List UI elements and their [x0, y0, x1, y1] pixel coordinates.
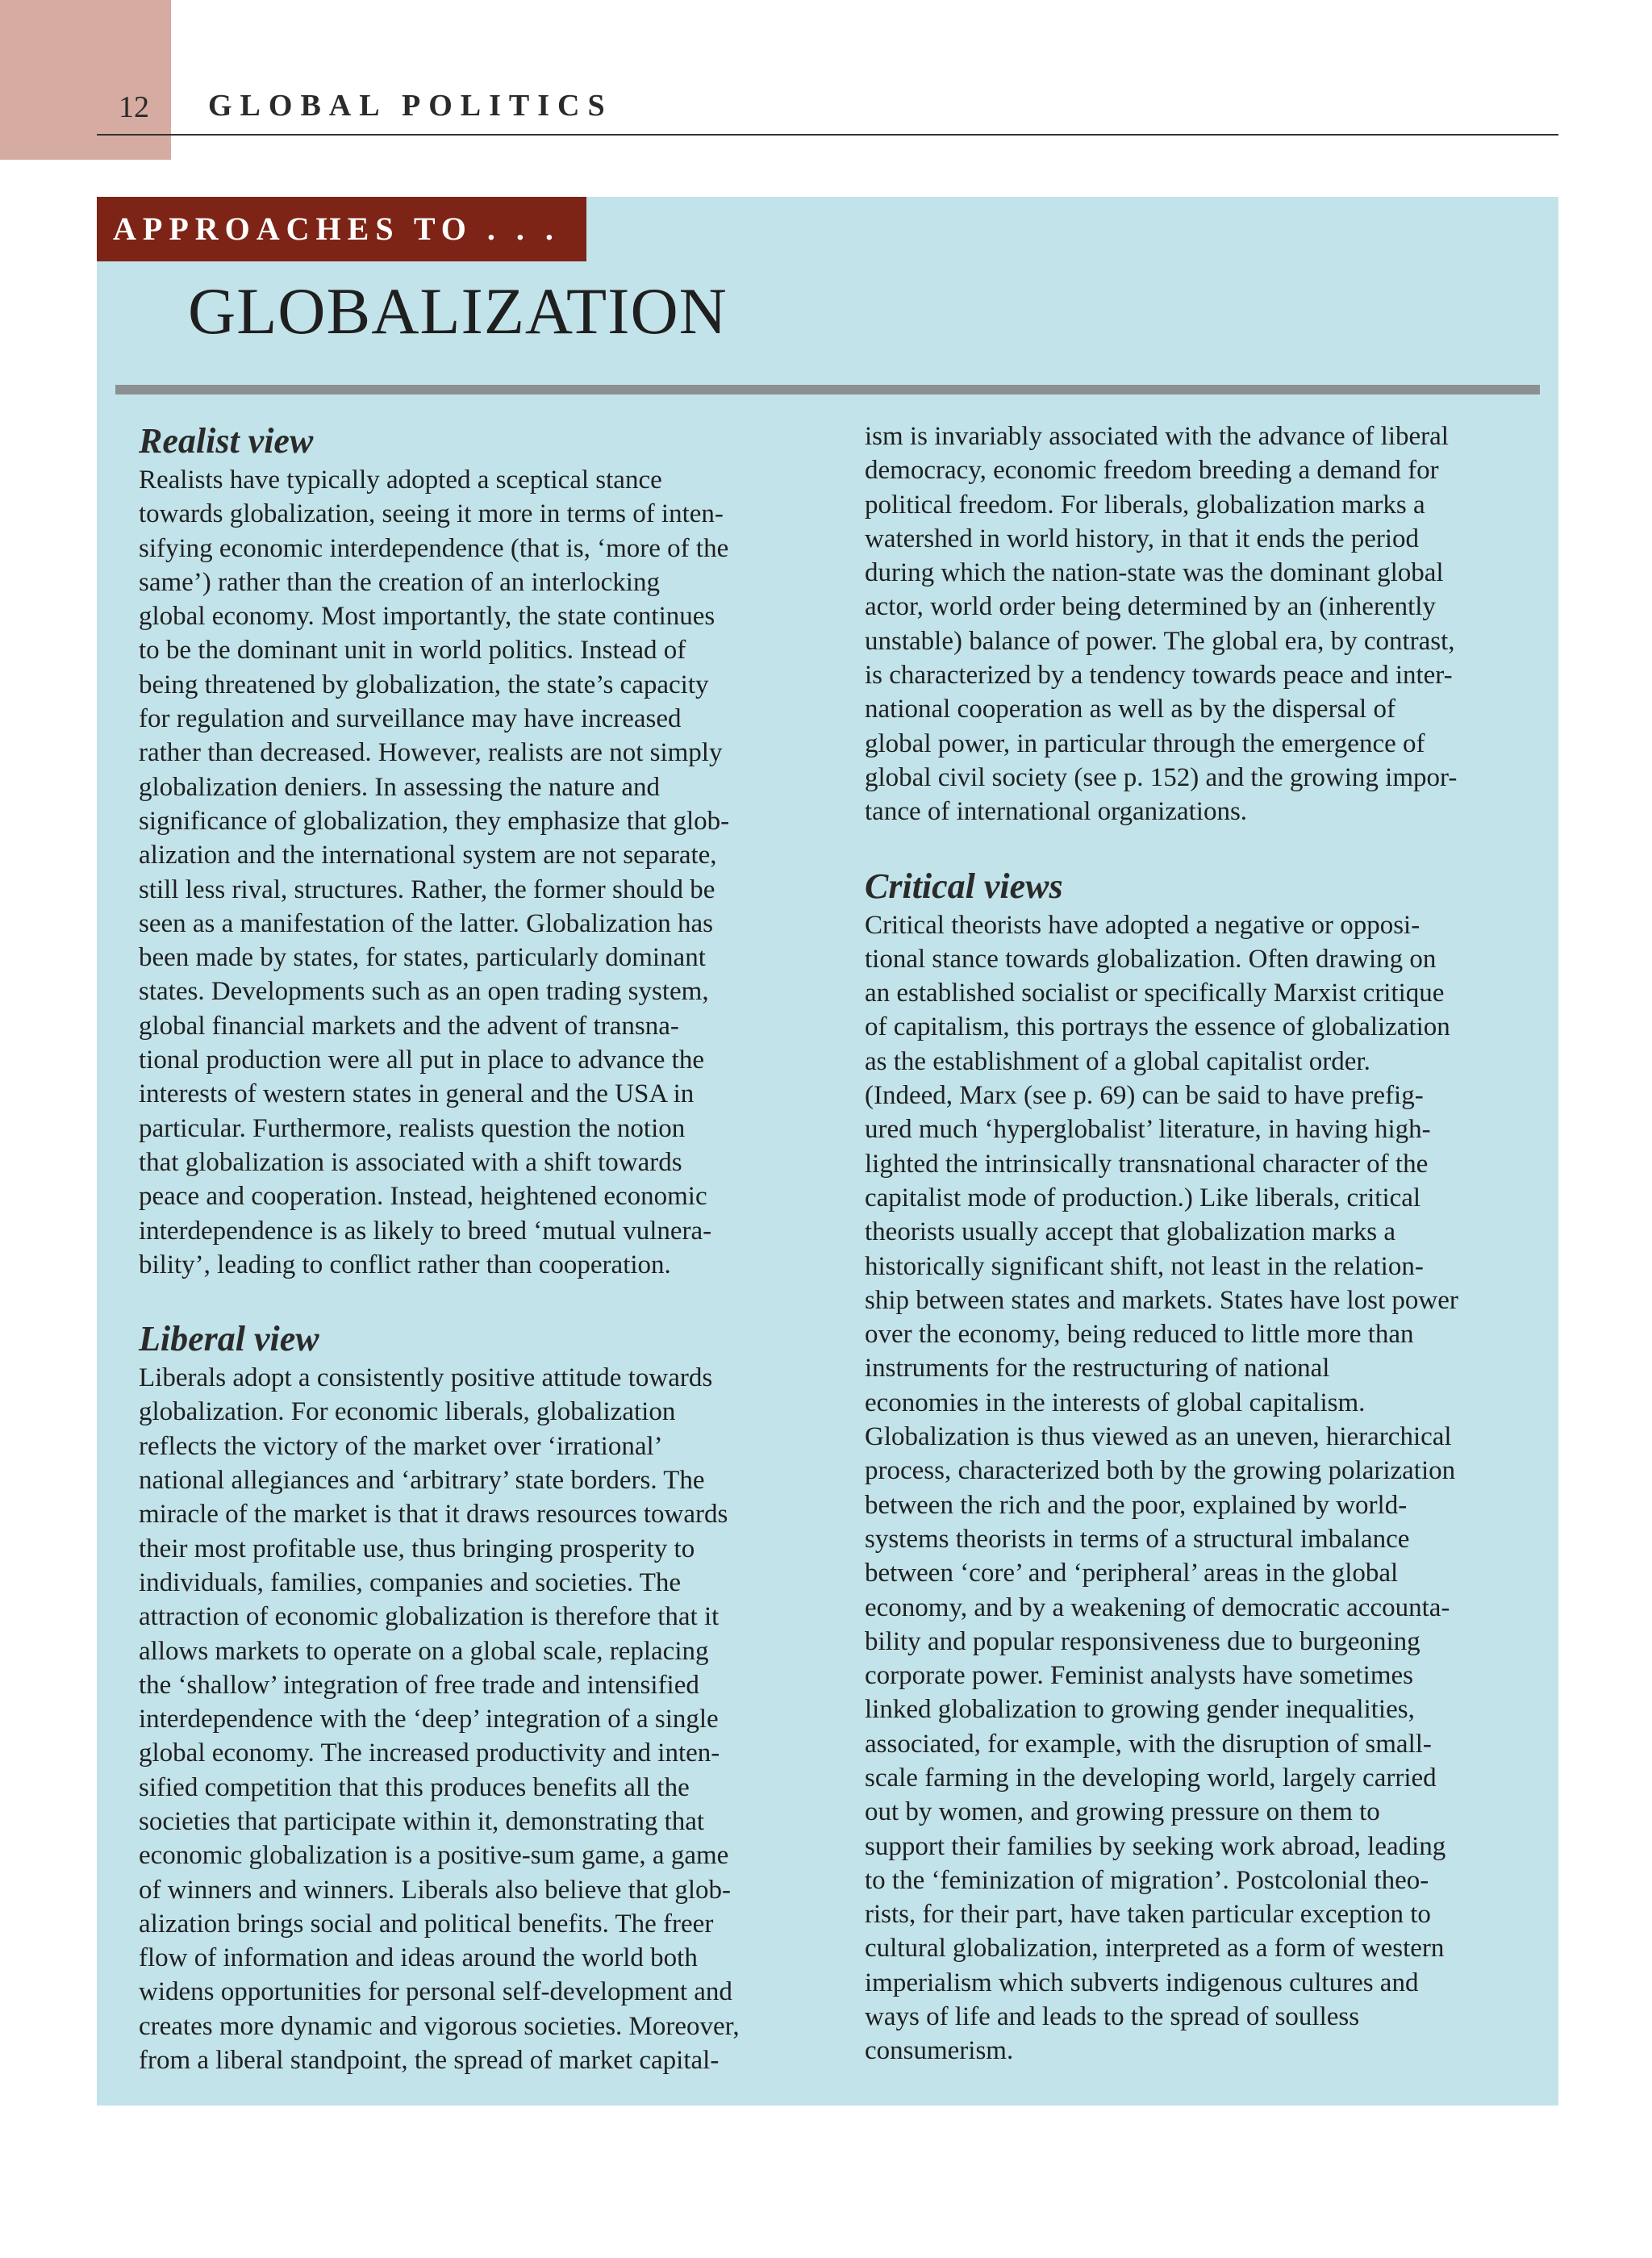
- text-line: ism is invariably associated with the advance of liberal: [865, 422, 1449, 451]
- text-line: Liberals adopt a consistently positive attitude towards: [139, 1363, 713, 1393]
- header-rule: [97, 134, 1558, 136]
- text-line: instruments for the restructuring of national: [865, 1354, 1330, 1384]
- text-line: significance of globalization, they emphasize that glob-: [139, 806, 730, 836]
- text-line: interdependence with the ‘deep’ integration of a single: [139, 1705, 719, 1734]
- text-line: watershed in world history, in that it ends the period: [865, 524, 1420, 553]
- text-line: economy, and by a weakening of democratic accounta-: [865, 1592, 1450, 1622]
- text-line: rather than decreased. However, realists are not simply: [139, 738, 723, 768]
- text-line: corporate power. Feminist analysts have sometimes: [865, 1661, 1414, 1691]
- text-line: ship between states and markets. States have lost power: [865, 1285, 1458, 1315]
- liberal-body: [139, 1361, 796, 2077]
- text-line: global civil society (see p. 152) and the growing impor-: [865, 762, 1458, 792]
- text-line: Globalization is thus viewed as an uneven, hierarchical: [865, 1422, 1452, 1452]
- critical-body: [865, 908, 1520, 2068]
- liberal-body-continued: [865, 419, 1520, 829]
- text-line: been made by states, for states, particularly dominant: [139, 943, 706, 973]
- realist-body: [139, 463, 796, 1282]
- text-line: peace and cooperation. Instead, heightened economic: [139, 1182, 707, 1212]
- text-line: sifying economic interdependence (that is, ‘more of the: [139, 533, 729, 563]
- text-line: tance of international organizations.: [865, 797, 1248, 827]
- text-line: the ‘shallow’ integration of free trade and intensified: [139, 1670, 699, 1700]
- text-line: during which the nation-state was the dominant global: [865, 558, 1444, 588]
- text-line: economies in the interests of global capitalism.: [865, 1388, 1366, 1417]
- text-line: globalization deniers. In assessing the nature and: [139, 772, 661, 802]
- text-line: seen as a manifestation of the latter. Globalization has: [139, 908, 714, 938]
- critical-heading: Critical views: [865, 866, 1063, 906]
- page-number: 12: [119, 90, 149, 124]
- text-line: creates more dynamic and vigorous societies. Moreover,: [139, 2011, 740, 2041]
- text-line: of capitalism, this portrays the essence of globalization: [865, 1012, 1450, 1042]
- text-line: lighted the intrinsically transnational character of the: [865, 1149, 1429, 1179]
- text-line: societies that participate within it, demonstrating that: [139, 1806, 705, 1836]
- text-line: political freedom. For liberals, globalization marks a: [865, 490, 1425, 520]
- text-line: flow of information and ideas around the world both: [139, 1943, 698, 1973]
- text-line: to the ‘feminization of migration’. Postcolonial theo-: [865, 1865, 1429, 1895]
- text-line: systems theorists in terms of a structural imbalance: [865, 1524, 1410, 1554]
- title-rule: [115, 385, 1540, 394]
- text-line: still less rival, structures. Rather, the former should be: [139, 874, 715, 904]
- text-line: linked globalization to growing gender inequalities,: [865, 1695, 1415, 1725]
- text-line: alization and the international system are not separate,: [139, 841, 717, 870]
- text-line: national cooperation as well as by the dispersal of: [865, 695, 1395, 724]
- text-line: global economy. The increased productivity and inten-: [139, 1738, 720, 1768]
- text-line: tional stance towards globalization. Often drawing on: [865, 944, 1437, 974]
- text-line: bility and popular responsiveness due to burgeoning: [865, 1626, 1420, 1656]
- liberal-heading: Liberal view: [139, 1319, 319, 1359]
- text-line: interests of western states in general and the USA in: [139, 1079, 695, 1109]
- left-column: [139, 419, 796, 2077]
- box-title: GLOBALIZATION: [188, 274, 728, 348]
- text-line: their most profitable use, thus bringing prosperity to: [139, 1534, 695, 1563]
- text-line: actor, world order being determined by an (inherently: [865, 592, 1436, 622]
- right-column: [865, 419, 1520, 2068]
- text-line: over the economy, being reduced to little more than: [865, 1320, 1414, 1350]
- text-line: democracy, economic freedom breeding a demand for: [865, 456, 1439, 486]
- text-line: rists, for their part, have taken particular exception to: [865, 1900, 1431, 1930]
- text-line: support their families by seeking work abroad, leading: [865, 1831, 1446, 1861]
- text-line: ured much ‘hyperglobalist’ literature, in having high-: [865, 1115, 1431, 1145]
- text-line: particular. Furthermore, realists question the notion: [139, 1113, 686, 1143]
- text-line: Critical theorists have adopted a negative or opposi-: [865, 910, 1420, 940]
- text-line: cultural globalization, interpreted as a form of western: [865, 1934, 1445, 1964]
- text-line: out by women, and growing pressure on them to: [865, 1797, 1380, 1827]
- text-line: individuals, families, companies and societies. The: [139, 1567, 682, 1597]
- text-line: Realists have typically adopted a sceptical stance: [139, 465, 662, 495]
- text-line: between ‘core’ and ‘peripheral’ areas in the global: [865, 1559, 1399, 1588]
- text-line: (Indeed, Marx (see p. 69) can be said to have prefig-: [865, 1081, 1424, 1111]
- text-line: between the rich and the poor, explained by world-: [865, 1490, 1408, 1520]
- text-line: ways of life and leads to the spread of soulless: [865, 2002, 1360, 2032]
- text-line: imperialism which subverts indigenous cultures and: [865, 1968, 1419, 1997]
- text-line: same’) rather than the creation of an interlocking: [139, 567, 660, 597]
- text-line: consumerism.: [865, 2036, 1014, 2066]
- text-line: attraction of economic globalization is therefore that it: [139, 1602, 720, 1632]
- text-line: widens opportunities for personal self-development and: [139, 1977, 732, 2007]
- text-line: miracle of the market is that it draws resources towards: [139, 1500, 728, 1530]
- text-line: tional production were all put in place to advance the: [139, 1046, 704, 1075]
- text-line: interdependence is as likely to breed ‘mutual vulnera-: [139, 1216, 712, 1246]
- text-line: capitalist mode of production.) Like liberals, critical: [865, 1183, 1421, 1212]
- text-line: an established socialist or specifically Marxist critique: [865, 979, 1445, 1008]
- text-line: national allegiances and ‘arbitrary’ state borders. The: [139, 1466, 705, 1496]
- text-line: of winners and winners. Liberals also believe that glob-: [139, 1875, 732, 1905]
- text-line: unstable) balance of power. The global era, by contrast,: [865, 626, 1455, 656]
- text-line: states. Developments such as an open trading system,: [139, 977, 709, 1007]
- running-head: GLOBAL POLITICS: [208, 89, 613, 123]
- realist-heading: Realist view: [139, 421, 314, 461]
- text-line: that globalization is associated with a shift towards: [139, 1147, 682, 1177]
- text-line: globalization. For economic liberals, globalization: [139, 1397, 676, 1427]
- text-line: is characterized by a tendency towards peace and inter-: [865, 661, 1453, 691]
- text-line: being threatened by globalization, the state’s capacity: [139, 670, 709, 699]
- text-line: historically significant shift, not least in the relation-: [865, 1251, 1424, 1281]
- text-line: global financial markets and the advent of transna-: [139, 1011, 679, 1041]
- text-line: sified competition that this produces benefits all the: [139, 1772, 690, 1802]
- text-line: for regulation and surveillance may have increased: [139, 704, 682, 734]
- text-line: reflects the victory of the market over ‘irrational’: [139, 1431, 663, 1461]
- text-line: scale farming in the developing world, largely carried: [865, 1763, 1437, 1793]
- approaches-label: APPROACHES TO . . .: [97, 197, 586, 261]
- text-line: global economy. Most importantly, the state continues: [139, 602, 715, 632]
- text-line: alization brings social and political benefits. The freer: [139, 1909, 714, 1939]
- text-line: global power, in particular through the emergence of: [865, 728, 1425, 758]
- text-line: process, characterized both by the growing polarization: [865, 1456, 1456, 1486]
- text-line: associated, for example, with the disruption of small-: [865, 1729, 1432, 1759]
- text-line: economic globalization is a positive-sum game, a game: [139, 1841, 729, 1871]
- text-line: theorists usually accept that globalization marks a: [865, 1217, 1395, 1247]
- text-line: to be the dominant unit in world politics. Instead of: [139, 636, 686, 666]
- text-line: as the establishment of a global capitalist order.: [865, 1046, 1370, 1076]
- text-line: allows markets to operate on a global scale, replacing: [139, 1636, 709, 1666]
- corner-color-tab: [0, 0, 171, 160]
- text-line: towards globalization, seeing it more in terms of inten-: [139, 499, 724, 529]
- text-line: bility’, leading to conflict rather than cooperation.: [139, 1250, 671, 1279]
- text-line: from a liberal standpoint, the spread of market capital-: [139, 2046, 720, 2076]
